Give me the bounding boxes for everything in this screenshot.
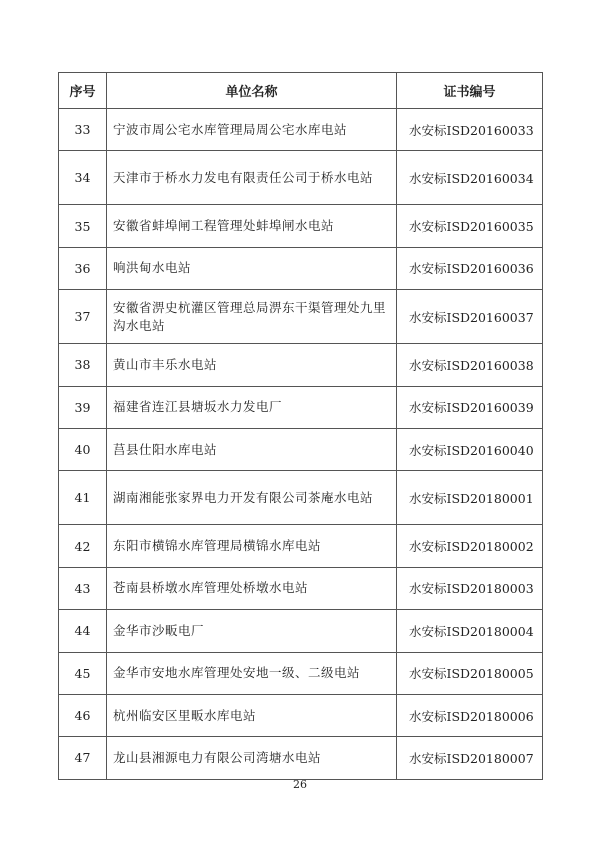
header-certificate-no: 证书编号 [397,73,543,109]
row-index: 42 [59,525,107,567]
row-unit-name: 东阳市横锦水库管理局横锦水库电站 [107,525,397,567]
row-certificate-no: 水安标ⅠSD20180006 [397,694,543,736]
table-row [59,205,543,247]
row-unit-name: 宁波市周公宅水库管理局周公宅水库电站 [107,109,397,151]
row-index: 36 [59,247,107,289]
table-row [59,471,543,525]
row-unit-name: 龙山县湘源电力有限公司湾塘水电站 [107,737,397,779]
row-index: 40 [59,428,107,470]
row-unit-name: 福建省连江县塘坂水力发电厂 [107,386,397,428]
row-certificate-no: 水安标ⅠSD20180001 [397,471,543,525]
table-row [59,151,543,205]
row-certificate-no: 水安标ⅠSD20160033 [397,109,543,151]
row-index: 38 [59,344,107,386]
row-certificate-no: 水安标ⅠSD20160039 [397,386,543,428]
row-index: 37 [59,290,107,344]
row-certificate-no: 水安标ⅠSD20160037 [397,290,543,344]
table-row [59,428,543,470]
row-certificate-no: 水安标ⅠSD20180004 [397,610,543,652]
table-row [59,525,543,567]
page-number: 26 [293,778,307,791]
row-unit-name: 天津市于桥水力发电有限责任公司于桥水电站 [107,151,397,205]
table-row [59,247,543,289]
table-row [59,290,543,344]
row-index: 43 [59,567,107,609]
row-unit-name: 安徽省淠史杭灌区管理总局淠东干渠管理处九里沟水电站 [107,290,397,344]
row-index: 46 [59,694,107,736]
header-index: 序号 [59,73,107,109]
row-certificate-no: 水安标ⅠSD20160040 [397,428,543,470]
row-unit-name: 杭州临安区里畈水库电站 [107,694,397,736]
row-unit-name: 苍南县桥墩水库管理处桥墩水电站 [107,567,397,609]
row-index: 39 [59,386,107,428]
row-index: 34 [59,151,107,205]
row-unit-name: 黄山市丰乐水电站 [107,344,397,386]
table-row [59,386,543,428]
row-certificate-no: 水安标ⅠSD20180003 [397,567,543,609]
row-unit-name: 金华市安地水库管理处安地一级、二级电站 [107,652,397,694]
row-certificate-no: 水安标ⅠSD20180002 [397,525,543,567]
table-body [59,109,543,780]
table-row [59,344,543,386]
certificate-table [58,72,543,780]
row-certificate-no: 水安标ⅠSD20180007 [397,737,543,779]
row-certificate-no: 水安标ⅠSD20160034 [397,151,543,205]
header-row [59,73,543,109]
row-unit-name: 安徽省蚌埠闸工程管理处蚌埠闸水电站 [107,205,397,247]
row-unit-name: 湖南湘能张家界电力开发有限公司茶庵水电站 [107,471,397,525]
table-row [59,109,543,151]
row-index: 44 [59,610,107,652]
row-certificate-no: 水安标ⅠSD20160036 [397,247,543,289]
row-certificate-no: 水安标ⅠSD20160035 [397,205,543,247]
row-unit-name: 响洪甸水电站 [107,247,397,289]
table-row [59,652,543,694]
row-unit-name: 金华市沙畈电厂 [107,610,397,652]
table-row [59,610,543,652]
row-index: 47 [59,737,107,779]
row-index: 35 [59,205,107,247]
row-certificate-no: 水安标ⅠSD20160038 [397,344,543,386]
row-index: 45 [59,652,107,694]
row-index: 41 [59,471,107,525]
table-row [59,737,543,779]
table-row [59,694,543,736]
row-index: 33 [59,109,107,151]
header-unit-name: 单位名称 [107,73,397,109]
table-row [59,567,543,609]
row-unit-name: 莒县仕阳水库电站 [107,428,397,470]
row-certificate-no: 水安标ⅠSD20180005 [397,652,543,694]
